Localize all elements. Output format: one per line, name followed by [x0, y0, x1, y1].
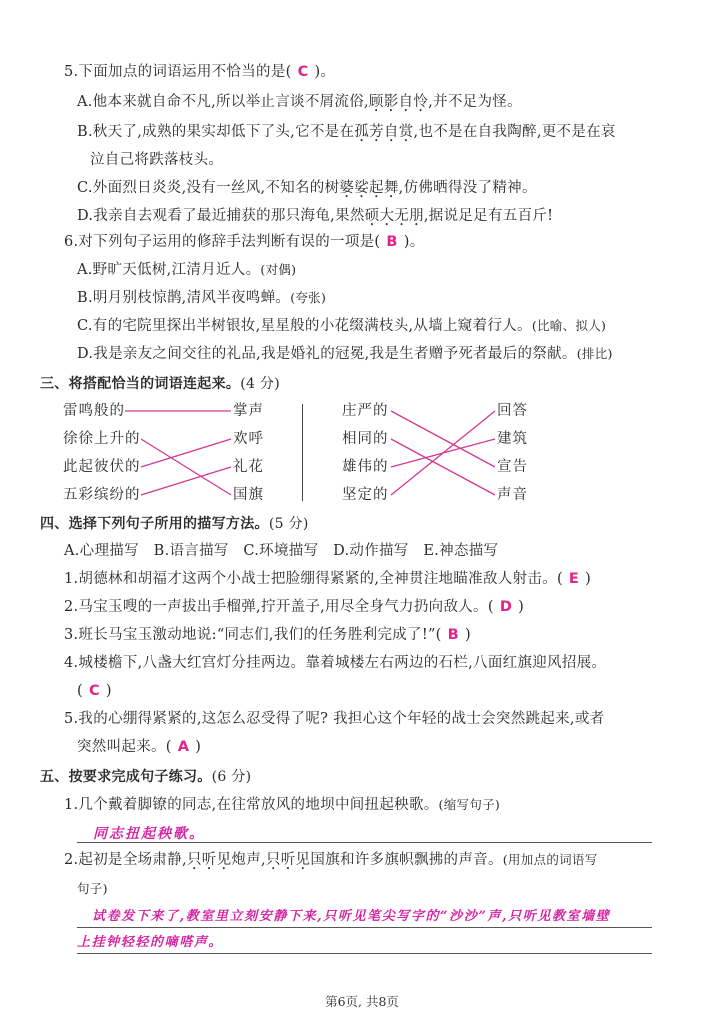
section5-title: [40, 767, 251, 787]
q5-close: )。: [314, 64, 336, 80]
q5d-pre: D.我亲自去观看了最近捕获的那只海龟,果然: [77, 208, 365, 224]
q5a-post: ,并不足为怪。: [428, 94, 522, 110]
section3-title-text: 三、将搭配恰当的词语连起来。: [40, 376, 241, 392]
dotted-char: 见: [295, 852, 311, 868]
match-left-4[interactable]: 五彩缤纷的: [63, 487, 141, 503]
s4-answer: C: [88, 683, 100, 699]
dotted-char: 顾: [368, 94, 384, 110]
q6-answer: B: [386, 234, 398, 250]
q5d-post: ,据说足足有五百斤!: [423, 208, 554, 224]
s4-close: ): [195, 739, 202, 755]
s5-item2-answer-line2[interactable]: 上挂钟轻轻的嘀嗒声。: [77, 935, 224, 950]
s4-item-4-cont: [77, 681, 112, 701]
s4-item-text: 3.班长马宝玉激动地说:“同志们,我们的任务胜利完成了!”(: [64, 627, 442, 643]
s4-answer: E: [568, 571, 580, 587]
s5-item2-note-cont: 句子): [77, 881, 108, 896]
match-left-1[interactable]: 雷鸣般的: [63, 403, 125, 419]
match-line: [141, 439, 231, 467]
match2-left-4[interactable]: 坚定的: [342, 487, 389, 503]
dotted-char: 只: [186, 852, 202, 868]
dotted-char: 自: [383, 124, 399, 140]
dotted-char: 舞: [383, 180, 399, 196]
q6d-text: D.我是亲友之间交往的礼品,我是婚礼的冠冕,我是生者赠予死者最后的祭献。: [77, 346, 577, 362]
q5b-post: ,也不是在自我陶醉,更不是在哀: [413, 124, 616, 140]
q6-option-d: [77, 344, 613, 364]
dotted-char: 怜: [413, 94, 429, 110]
q6b-text: B.明月别枝惊鹊,清风半夜鸣蝉。: [77, 290, 291, 306]
q5-stem-text: 5.下面加点的词语运用不恰当的是(: [64, 64, 292, 80]
s4-answer: A: [177, 739, 190, 755]
match-right-3[interactable]: 礼花: [233, 459, 264, 475]
s4-answer: B: [447, 627, 459, 643]
page-footer: 第6页, 共8页: [325, 994, 399, 1009]
match-line: [391, 411, 495, 467]
dotted-char: 婆: [339, 180, 355, 196]
match-line: [391, 411, 495, 495]
s4-item-5: 5.我的心绷得紧紧的,这怎么忍受得了呢? 我担心这个年轻的战士会突然跳起来,或者: [64, 711, 605, 727]
section4-choices: A.心理描写 B.语言描写 C.环境描写 D.动作描写 E.神态描写: [64, 543, 499, 559]
q5-option-a: [77, 92, 522, 112]
s4-close: ): [465, 627, 471, 643]
section5-points: (6 分): [211, 769, 252, 785]
dotted-char: 朋: [409, 208, 424, 224]
q5b-pre: B.秋天了,成熟的果实却低下了头,它不是在: [77, 124, 355, 140]
s5-item-2: [64, 850, 598, 870]
answer-line: [77, 927, 652, 928]
s4-item-4: 4.城楼檐下,八盏大红宫灯分挂两边。靠着城楼左右两边的石栏,八面红旗迎风招展。: [64, 655, 607, 671]
s5-item2-post: 国旗和许多旗帜飘拂的声音。: [310, 852, 503, 868]
s4-close: ): [105, 683, 112, 699]
section5-title-text: 五、按要求完成句子练习。: [40, 769, 212, 785]
q6c-text: C.有的宅院里探出半树银妆,星星般的小花缀满枝头,从墙上窥着行人。: [77, 318, 532, 334]
q6a-text: A.野旷天低树,江清月近人。: [77, 262, 261, 278]
match2-right-2[interactable]: 建筑: [497, 431, 528, 447]
s5-item1-answer[interactable]: 同志扭起秧歌。: [93, 826, 205, 842]
dotted-char: 影: [383, 94, 399, 110]
s5-item1-note: (缩写句子): [438, 797, 501, 812]
match2-right-1[interactable]: 回答: [497, 403, 528, 419]
s4-item-3: [64, 625, 471, 645]
dotted-char: 听: [280, 852, 296, 868]
dotted-char: 起: [369, 180, 384, 196]
q6-option-c: [77, 316, 606, 336]
q5-answer: C: [297, 64, 309, 80]
s4-cont: (: [77, 683, 83, 699]
q6-option-b: [77, 288, 326, 308]
s4-item-2: [64, 597, 524, 617]
dotted-char: 见: [216, 852, 232, 868]
dotted-char: 娑: [354, 180, 370, 196]
dotted-char: 赏: [398, 124, 414, 140]
q6a-note: (对偶): [260, 262, 297, 277]
s5-item1-text: 1.几个戴着脚镣的同志,在往常放风的地坝中间扭起秧歌。: [64, 797, 439, 813]
match2-right-4[interactable]: 声音: [497, 487, 528, 503]
q6b-note: (夸张): [290, 290, 327, 305]
dotted-char: 自: [398, 94, 414, 110]
dotted-char: 只: [265, 852, 281, 868]
q5c-pre: C.外面烈日炎炎,没有一丝风,不知名的树: [77, 180, 340, 196]
s4-answer: D: [499, 599, 513, 615]
match-right-1[interactable]: 掌声: [233, 403, 264, 419]
match-line: [141, 439, 231, 495]
match-left-2[interactable]: 徐徐上升的: [63, 431, 141, 447]
s5-item-1: [64, 795, 500, 815]
section4-points: (5 分): [268, 516, 309, 532]
match-line: [141, 467, 231, 495]
match-line: [391, 439, 495, 467]
answer-line: [77, 953, 652, 954]
q5-stem: [64, 62, 335, 82]
s4-item-1: [64, 569, 591, 589]
dotted-char: 无: [394, 208, 410, 224]
s5-item2-mid: 炮声,: [231, 852, 266, 868]
match-right-4[interactable]: 国旗: [233, 487, 264, 503]
s4-cont: 突然叫起来。(: [77, 739, 172, 755]
q6d-note: (排比): [576, 346, 613, 361]
q6-close: )。: [403, 234, 425, 250]
s5-item2-note: (用加点的词语写: [502, 852, 598, 867]
match2-left-2[interactable]: 相同的: [342, 431, 389, 447]
dotted-char: 硕: [364, 208, 380, 224]
match-right-2[interactable]: 欢呼: [233, 431, 264, 447]
q5-option-b: [77, 122, 616, 142]
match-divider: [302, 404, 303, 501]
q5-option-c: [77, 178, 537, 198]
match2-right-3[interactable]: 宣告: [497, 459, 528, 475]
s4-item-5-cont: [77, 737, 201, 757]
q6c-note: (比喻、拟人): [531, 318, 607, 333]
dotted-char: 孤: [354, 124, 370, 140]
dotted-char: 听: [201, 852, 217, 868]
q5-option-b-cont: 泣自己将跌落枝头。: [90, 152, 224, 168]
answer-line: [77, 842, 652, 843]
s4-close: ): [585, 571, 592, 587]
match2-left-3[interactable]: 雄伟的: [342, 459, 389, 475]
section3-points: (4 分): [240, 376, 280, 392]
q5-option-d: [77, 206, 553, 226]
section3-title: [40, 374, 280, 394]
section4-title-text: 四、选择下列句子所用的描写方法。: [40, 516, 269, 532]
q5c-post: ,仿佛晒得没了精神。: [398, 180, 537, 196]
match-left-3[interactable]: 此起彼伏的: [63, 459, 141, 475]
s5-item2-answer-line1[interactable]: 试卷发下来了,教室里立刻安静下来,只听见笔尖写字的“沙沙”声,只听见教室墙壁: [92, 909, 611, 924]
s4-item-text: 1.胡德林和胡福才这两个小战士把脸绷得紧紧的,全神贯注地瞄准敌人射击。(: [64, 571, 563, 587]
q6-option-a: [77, 260, 296, 280]
s4-item-text: 2.马宝玉嗖的一声拔出手榴弹,拧开盖子,用尽全身气力扔向敌人。(: [64, 599, 494, 615]
q6-stem-text: 6.对下列句子运用的修辞手法判断有误的一项是(: [64, 234, 381, 250]
s5-item2-pre: 2.起初是全场肃静,: [64, 852, 187, 868]
q5a-pre: A.他本来就自命不凡,所以举止言谈不屑流俗,: [77, 94, 369, 110]
q6-stem: [64, 232, 425, 252]
s4-close: ): [518, 599, 525, 615]
dotted-char: 芳: [369, 124, 384, 140]
match-line: [391, 439, 495, 495]
section4-title: [40, 514, 309, 534]
match2-left-1[interactable]: 庄严的: [342, 403, 389, 419]
dotted-char: 大: [379, 208, 395, 224]
